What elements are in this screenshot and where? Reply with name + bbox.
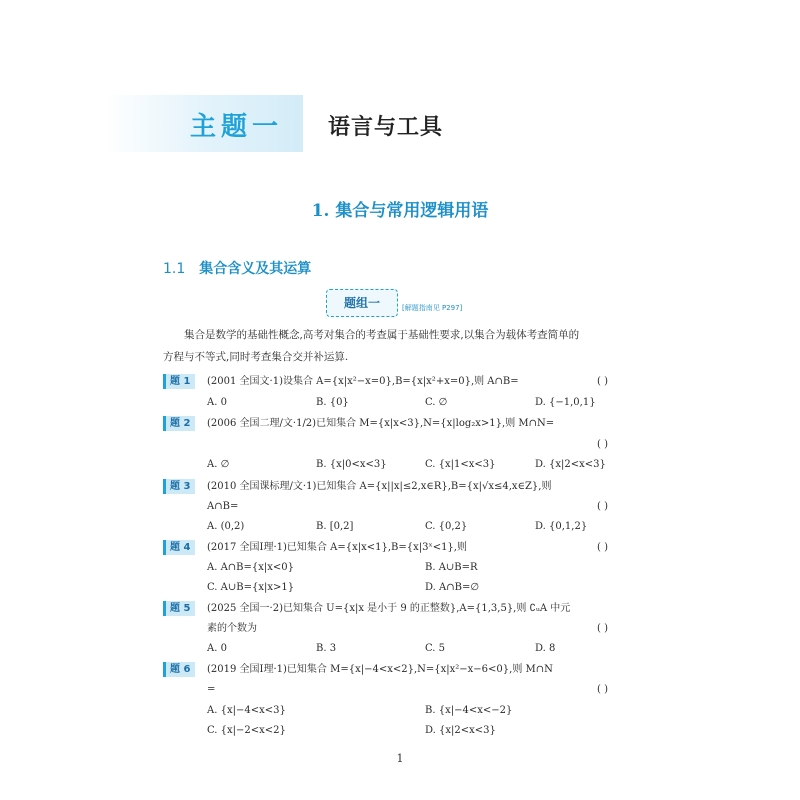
question-4-option-b: B. A∪B=R <box>425 562 478 573</box>
topic-title: 语言与工具 <box>328 115 444 140</box>
question-3-badge: 题 3 <box>163 479 195 494</box>
question-1-stem: (2001 全国文·1)设集合 A={x|x²−x=0},B={x|x²+x=0},则 A∩B= <box>207 376 519 387</box>
question-3-option-c: C. {0,2} <box>425 521 468 532</box>
question-5-option-c: C. 5 <box>425 643 446 654</box>
question-4-option-a: A. A∩B={x|x<0} <box>207 562 295 573</box>
question-2-answer-blank: ( ) <box>597 439 608 450</box>
question-5-answer-blank: ( ) <box>597 623 608 634</box>
question-5-option-d: D. 8 <box>535 643 556 654</box>
section-number: 1.1 <box>163 261 186 277</box>
question-5-stem-line-2: 素的个数为 <box>207 623 257 634</box>
intro-line-1: 集合是数学的基础性概念,高考对集合的考查属于基础性要求,以集合为载体考查简单的 <box>184 329 580 341</box>
question-2-option-b: B. {x|0<x<3} <box>316 459 387 470</box>
question-2-badge: 题 2 <box>163 416 195 431</box>
question-6-badge: 题 6 <box>163 662 195 677</box>
question-5-option-a: A. 0 <box>207 643 227 654</box>
question-5-stem-line-1: (2025 全国一·2)已知集合 U={x|x 是小于 9 的正整数},A={1,3,5},则 ∁ᵤA 中元 <box>207 603 571 614</box>
question-1-option-a: A. 0 <box>207 397 227 408</box>
question-6-option-c: C. {x|−2<x<2} <box>207 725 286 736</box>
question-2-option-a: A. ∅ <box>207 459 230 470</box>
question-6-option-b: B. {x|−4<x<−2} <box>425 705 513 716</box>
question-6-stem-line-1: (2019 全国Ⅰ理·1)已知集合 M={x|−4<x<2},N={x|x²−x−6<0},则 M∩N <box>207 664 553 675</box>
solution-guide-reference: [解题指南见 P297] <box>402 304 463 312</box>
section-title: 集合含义及其运算 <box>199 261 312 277</box>
question-3-option-b: B. [0,2] <box>316 521 354 532</box>
question-5-option-b: B. 3 <box>316 643 337 654</box>
question-6-stem-line-2: = <box>207 684 216 695</box>
question-5-badge: 题 5 <box>163 601 195 616</box>
question-2-stem: (2006 全国二理/文·1/2)已知集合 M={x|x<3},N={x|log₂x>1},则 M∩N= <box>207 418 555 429</box>
question-3-option-d: D. {0,1,2} <box>535 521 588 532</box>
section-heading <box>163 258 311 278</box>
question-1-answer-blank: ( ) <box>597 376 608 387</box>
question-6-answer-blank: ( ) <box>597 684 608 695</box>
topic-label: 主题一 <box>190 112 284 142</box>
chapter-title: 1. 集合与常用逻辑用语 <box>311 201 489 221</box>
question-4-badge: 题 4 <box>163 540 195 555</box>
intro-line-2: 方程与不等式,同时考查集合交并补运算. <box>163 351 349 363</box>
question-4-option-c: C. A∪B={x|x>1} <box>207 582 295 593</box>
group-label: 题组一 <box>343 296 380 310</box>
question-6-option-d: D. {x|2<x<3} <box>425 725 496 736</box>
question-3-option-a: A. (0,2) <box>207 521 245 532</box>
page-number: 1 <box>396 752 404 765</box>
question-1-option-b: B. {0} <box>316 397 349 408</box>
question-3-stem-line-1: (2010 全国课标理/文·1)已知集合 A={x||x|≤2,x∈R},B={x|√x≤4,x∈Z},则 <box>207 481 552 492</box>
question-4-stem: (2017 全国Ⅰ理·1)已知集合 A={x|x<1},B={x|3ˣ<1},则 <box>207 542 467 553</box>
question-1-option-c: C. ∅ <box>425 397 448 408</box>
question-4-option-d: D. A∩B=∅ <box>425 582 480 593</box>
question-2-option-c: C. {x|1<x<3} <box>425 459 496 470</box>
question-1-badge: 题 1 <box>163 374 195 389</box>
question-1-option-d: D. {−1,0,1} <box>535 397 596 408</box>
question-3-answer-blank: ( ) <box>597 501 608 512</box>
question-4-answer-blank: ( ) <box>597 542 608 553</box>
question-2-option-d: D. {x|2<x<3} <box>535 459 606 470</box>
question-3-stem-line-2: A∩B= <box>207 501 239 512</box>
question-6-option-a: A. {x|−4<x<3} <box>207 705 286 716</box>
